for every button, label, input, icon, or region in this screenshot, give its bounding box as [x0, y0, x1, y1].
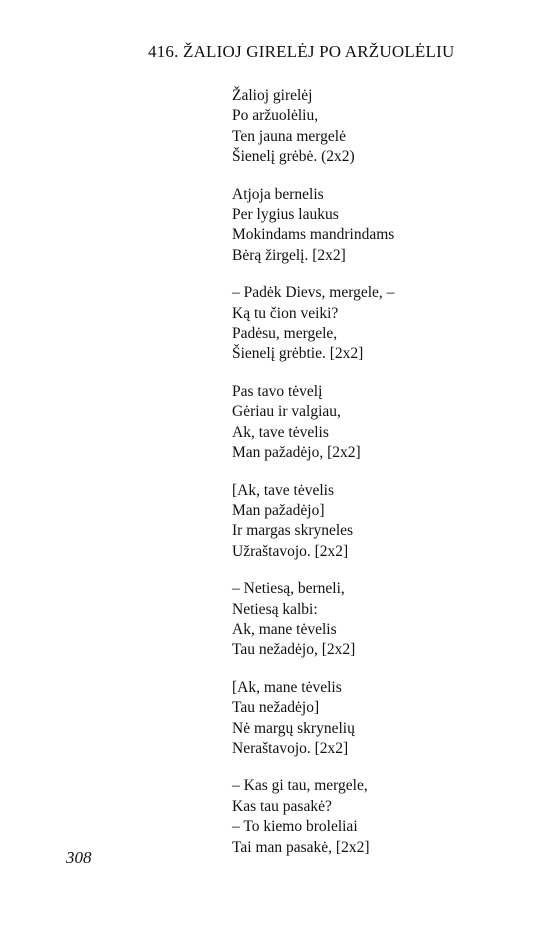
lyric-line: Užraštavojo. [2x2]: [232, 542, 349, 560]
lyric-line: Ir margas skryneles: [232, 522, 354, 540]
lyric-line: Kas tau pasakė?: [232, 797, 332, 815]
lyric-line: [Ak, mane tėvelis: [232, 678, 342, 696]
lyric-line: Pas tavo tėvelį: [232, 382, 323, 400]
lyric-line: Po aržuolėliu,: [232, 107, 319, 125]
lyric-line: Tau nežadėjo, [2x2]: [232, 641, 356, 659]
song-title: 416. ŽALIOJ GIRELĖJ PO ARŽUOLĖLIU: [148, 42, 455, 61]
lyric-line: Ten jauna mergelė: [232, 127, 346, 145]
stanza-7: [232, 678, 532, 760]
lyric-line: Šienelį grėbė. (2x2): [232, 148, 355, 166]
lyric-line: Neraštavojo. [2x2]: [232, 739, 349, 757]
stanza-2: [232, 185, 532, 267]
stanza-4: [232, 382, 532, 464]
lyric-line: – To kiemo broleliai: [232, 818, 358, 836]
lyric-line: Bėrą žirgelį. [2x2]: [232, 246, 346, 264]
lyric-line: Ak, tave tėvelis: [232, 423, 329, 441]
lyric-line: Per lygius laukus: [232, 206, 339, 224]
stanza-8: [232, 776, 532, 858]
stanza-3: [232, 283, 532, 365]
lyric-line: – Padėk Dievs, mergele, –: [232, 284, 395, 302]
lyric-line: Žalioj girelėj: [232, 87, 313, 104]
stanza-5: [232, 481, 532, 563]
lyric-line: Ką tu čion veiki?: [232, 304, 339, 322]
lyric-line: Ak, mane tėvelis: [232, 620, 337, 638]
lyric-line: Tai man pasakė, [2x2]: [232, 838, 370, 856]
lyric-line: Padėsu, mergele,: [232, 325, 338, 343]
lyric-line: Šienelį grėbtie. [2x2]: [232, 345, 364, 363]
stanza-1: [232, 86, 532, 168]
lyric-line: Mokindams mandrindams: [232, 226, 395, 244]
lyric-line: Tau nežadėjo]: [232, 699, 320, 717]
lyric-line: [Ak, tave tėvelis: [232, 481, 335, 499]
lyric-line: – Netiesą, berneli,: [232, 580, 345, 598]
stanza-6: [232, 579, 532, 661]
song-lyrics: [232, 86, 532, 875]
lyric-line: Netiesą kalbi:: [232, 600, 318, 618]
lyric-line: Nė margų skrynelių: [232, 719, 355, 737]
page-number: 308: [66, 848, 92, 867]
lyric-line: – Kas gi tau, mergele,: [232, 777, 368, 795]
lyric-line: Man pažadėjo, [2x2]: [232, 444, 361, 462]
lyric-line: Atjoja bernelis: [232, 185, 324, 203]
lyric-line: Gėriau ir valgiau,: [232, 403, 341, 421]
lyric-line: Man pažadėjo]: [232, 501, 325, 519]
